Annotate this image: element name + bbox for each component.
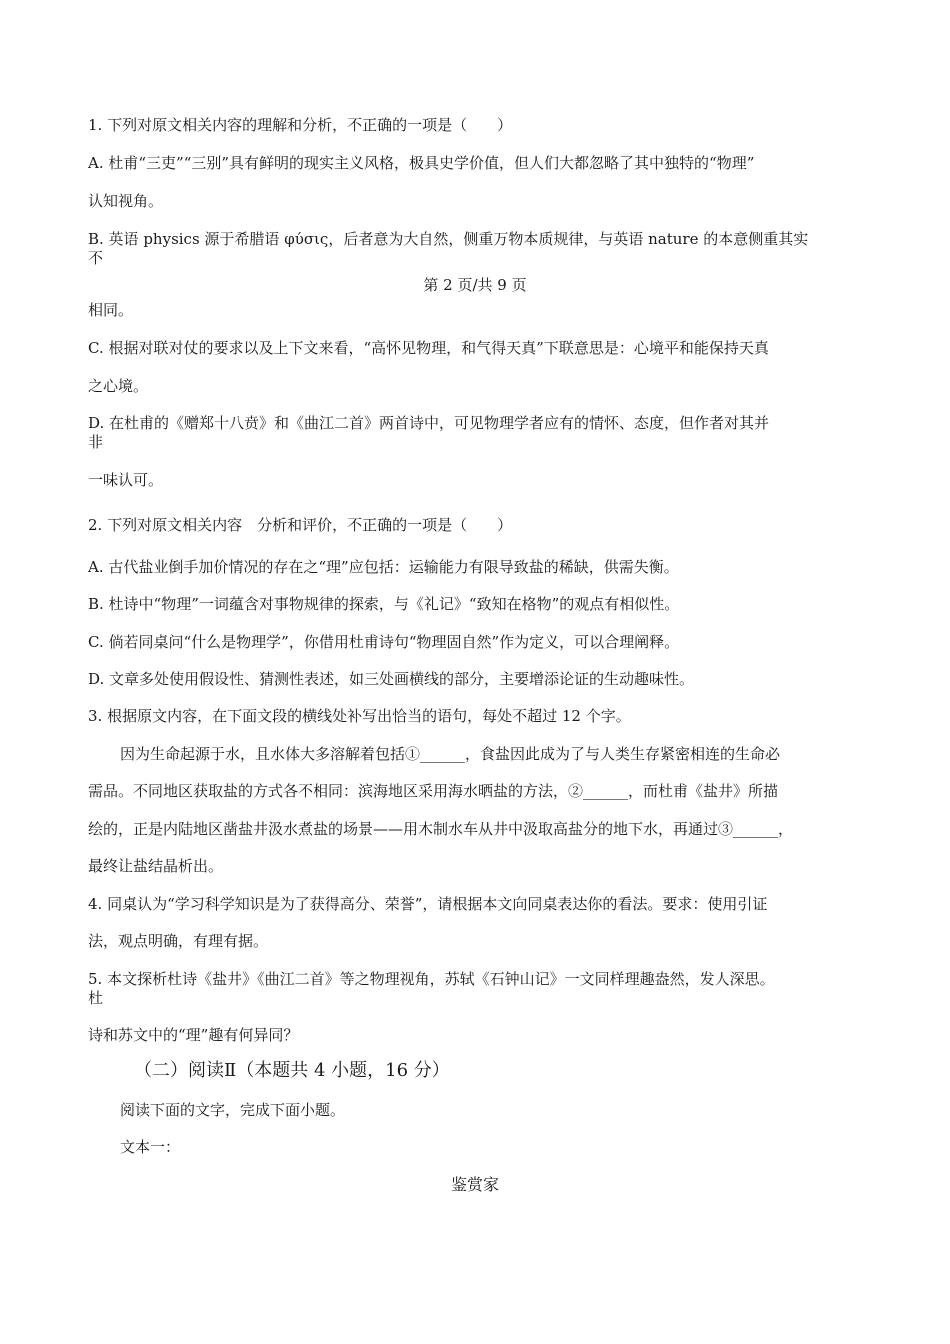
q3-stem: 3. 根据原文内容，在下面文段的横线处补写出恰当的语句，每处不超过 12 个字。 — [88, 707, 631, 725]
q2-option-b: B. 杜诗中“物理”一词蕴含对事物规律的探索，与《礼记》“致知在格物”的观点有相似性。 — [88, 595, 680, 613]
q2-option-d: D. 文章多处使用假设性、猜测性表述，如三处画横线的部分，主要增添论证的生动趣味性。 — [88, 670, 695, 688]
q2-option-c: C. 倘若同桌问“什么是物理学”，你借用杜甫诗句“物理固自然”作为定义，可以合理阐释。 — [88, 633, 680, 651]
page-footer: 第 2 页/共 9 页 — [423, 276, 527, 294]
section-instruction: 阅读下面的文字，完成下面小题。 — [120, 1101, 346, 1119]
q1-option-b-cont: 相同。 — [88, 301, 134, 319]
q5-stem: 5. 本文探析杜诗《盐井》《曲江二首》等之物理视角，苏轼《石钟山记》一文同样理趣盎然，发人深思。 — [88, 970, 775, 988]
q1-option-b: B. 英语 physics 源于希腊语 φύσις，后者意为大自然，侧重万物本质规律，与英语 nature 的本意侧重其实 — [88, 230, 809, 248]
section-heading: （二）阅读Ⅱ（本题共 4 小题，16 分） — [134, 1060, 450, 1081]
q1-option-c: C. 根据对联对仗的要求以及上下文来看，“高怀见物理，和气得天真”下联意思是：心境平和能保持天真 — [88, 339, 769, 357]
q1-option-b-wrap: 不 — [88, 249, 104, 267]
q5-stem-wrap: 杜 — [88, 989, 104, 1007]
q3-passage-line-1: 因为生命起源于水，且水体大多溶解着包括①______，食盐因此成为了与人类生存紧密相连的生命必 — [120, 745, 781, 763]
q3-passage-line-2: 需品。不同地区获取盐的方式各不相同：滨海地区采用海水晒盐的方法，②______，而杜甫《盐井》所描 — [88, 782, 779, 800]
q5-stem-cont: 诗和苏文中的“理”趣有何异同？ — [88, 1026, 299, 1044]
q2-option-a: A. 古代盐业倒手加价情况的存在之“理”应包括：运输能力有限导致盐的稀缺，供需失衡。 — [88, 558, 679, 576]
q1-option-d-wrap: 非 — [88, 433, 104, 451]
article-title: 鉴赏家 — [450, 1175, 499, 1194]
text-label: 文本一： — [120, 1138, 181, 1156]
q1-option-d-cont: 一味认可。 — [88, 471, 164, 489]
q1-option-d: D. 在杜甫的《赠郑十八贲》和《曲江二首》两首诗中，可见物理学者应有的情怀、态度，但作者对其并 — [88, 414, 770, 432]
q1-option-c-cont: 之心境。 — [88, 377, 149, 395]
q1-option-a-cont: 认知视角。 — [88, 192, 164, 210]
q3-passage-line-3: 绘的，正是内陆地区凿盐井汲水煮盐的场景——用木制水车从井中汲取高盐分的地下水，再通过③______， — [88, 820, 794, 838]
q4-stem-cont: 法，观点明确，有理有据。 — [88, 932, 269, 950]
q4-stem: 4. 同桌认为“学习科学知识是为了获得高分、荣誉”，请根据本文向同桌表达你的看法。要求：使用引证 — [88, 895, 768, 913]
q2-stem: 2. 下列对原文相关内容 分析和评价，不正确的一项是（ ） — [88, 516, 513, 534]
q3-passage-line-4: 最终让盐结晶析出。 — [88, 857, 224, 875]
q1-stem: 1. 下列对原文相关内容的理解和分析，不正确的一项是（ ） — [88, 116, 513, 134]
q1-option-a: A. 杜甫“三吏”“三别”具有鲜明的现实主义风格，极具史学价值，但人们大都忽略了其中独特的“物理” — [88, 154, 755, 172]
